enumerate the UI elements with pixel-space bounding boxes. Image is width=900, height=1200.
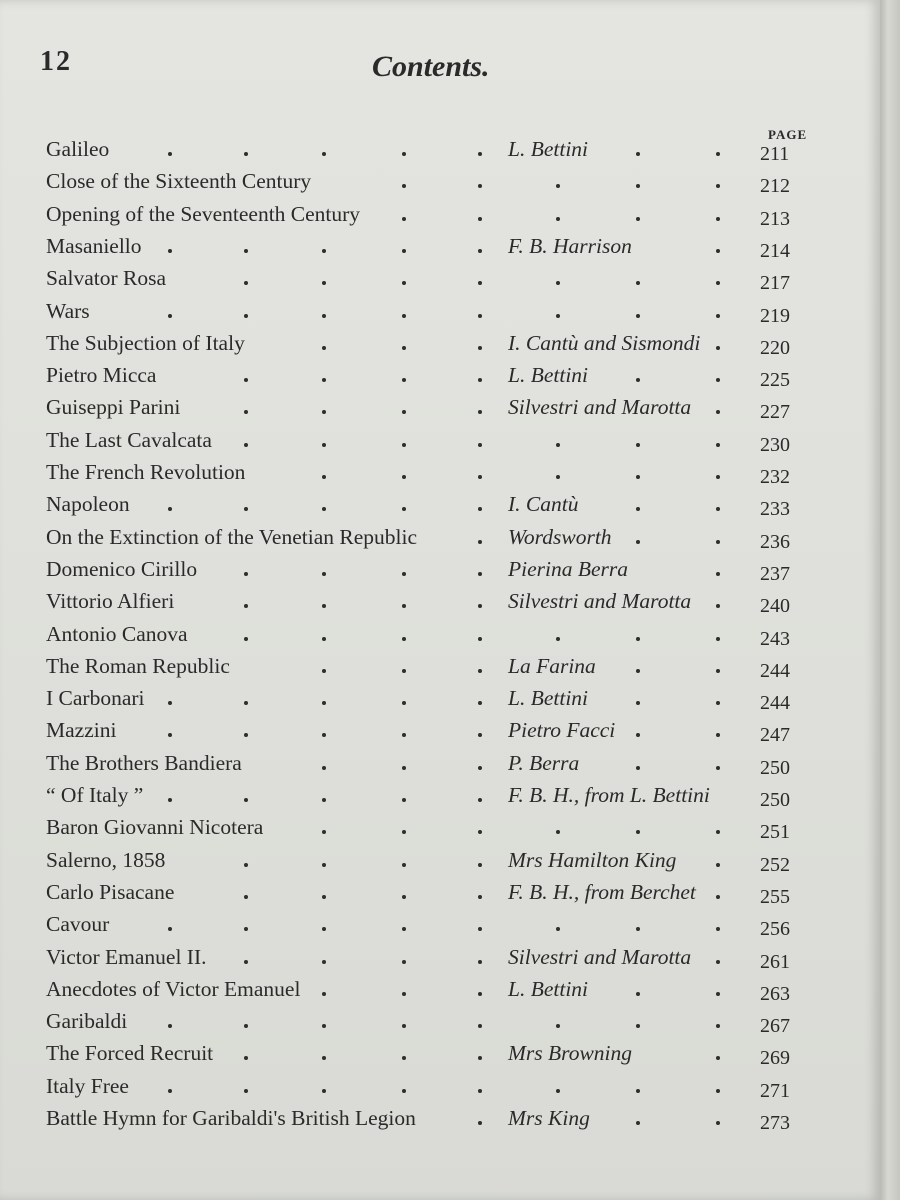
leader-dot [322,992,326,996]
toc-entry [0,363,880,395]
entry-author: F. B. H., from Berchet [508,879,696,904]
leader-dot [402,507,406,511]
leader-dot [636,152,640,156]
leader-dot [322,410,326,414]
leader-dot [322,507,326,511]
entry-author: L. Bettini [508,976,589,1001]
entry-title: Guiseppi Parini [46,395,181,420]
entry-page-number: 214 [760,239,790,262]
page-column-label: PAGE [768,127,808,142]
leader-dot [556,1089,560,1093]
leader-dot [244,378,248,382]
leader-dot [402,766,406,770]
entry-author: La Farina [508,653,596,678]
leader-dot [478,1121,482,1125]
leader-dot [402,346,406,350]
toc-entry [0,202,880,234]
entry-author: Wordsworth [508,524,612,549]
leader-dot [478,766,482,770]
toc-entry [0,169,880,201]
entry-title: Cavour [46,912,110,937]
leader-dot [244,152,248,156]
leader-dot [244,507,248,511]
entry-title: Garibaldi [46,1009,128,1034]
leader-dot [636,733,640,737]
entry-page-number: 230 [760,433,790,456]
toc-entry [0,654,880,686]
leader-dot [716,1089,720,1093]
entry-page-number: 250 [760,756,790,779]
leader-dot [716,733,720,737]
toc-entry [0,945,880,977]
leader-dot [168,1024,172,1028]
leader-dot [168,1089,172,1093]
leader-dot [556,217,560,221]
toc-entry [0,557,880,589]
entry-page-number: 217 [760,272,790,295]
leader-dot [716,572,720,576]
leader-dot [168,733,172,737]
leader-dot [478,830,482,834]
leader-dot [556,830,560,834]
leader-dot [716,766,720,770]
entry-author: Silvestri and Marotta [508,944,692,969]
leader-dot [402,184,406,188]
entry-title: Masaniello [46,233,142,258]
toc-entry [0,977,880,1009]
leader-dot [322,1024,326,1028]
leader-dot [478,992,482,996]
toc-entry [0,622,880,654]
leader-dot [478,669,482,673]
leader-dot [322,895,326,899]
leader-dot [636,830,640,834]
entry-author: Silvestri and Marotta [508,395,692,420]
entry-author: Pietro Facci [508,718,616,743]
leader-dot [556,637,560,641]
leader-dot [322,604,326,608]
leader-dot [322,152,326,156]
entry-title: I Carbonari [46,686,145,711]
leader-dot [716,1121,720,1125]
toc-entry [0,1106,880,1138]
toc-entry [0,589,880,621]
leader-dot [402,1024,406,1028]
leader-dot [322,927,326,931]
leader-dot [402,830,406,834]
leader-dot [168,314,172,318]
toc-entry [0,492,880,524]
entry-page-number: 225 [760,369,790,392]
leader-dot [478,572,482,576]
leader-dot [244,960,248,964]
entry-title: Pietro Micca [46,363,157,388]
entry-title: Domenico Cirillo [46,556,198,581]
page-title: Contents. [372,50,490,83]
leader-dot [402,927,406,931]
entry-title: Salerno, 1858 [46,847,166,872]
leader-dot [322,1056,326,1060]
entry-title: The Forced Recruit [46,1041,214,1066]
leader-dot [716,217,720,221]
entry-title: Antonio Canova [46,621,188,646]
leader-dot [636,927,640,931]
toc-entry [0,783,880,815]
leader-dot [322,701,326,705]
toc-entry [0,686,880,718]
toc-entry [0,234,880,266]
leader-dot [322,314,326,318]
leader-dot [402,960,406,964]
leader-dot [402,863,406,867]
leader-dot [716,378,720,382]
entry-page-number: 243 [760,627,790,650]
leader-dot [322,830,326,834]
entry-title: Wars [46,298,90,323]
toc-entry [0,460,880,492]
page-edge [880,0,900,1200]
leader-dot [478,475,482,479]
leader-dot [478,604,482,608]
entry-page-number: 263 [760,982,790,1005]
leader-dot [716,637,720,641]
entry-author: I. Cantù [508,492,579,517]
leader-dot [716,992,720,996]
leader-dot [168,249,172,253]
leader-dot [478,217,482,221]
leader-dot [402,798,406,802]
leader-dot [478,281,482,285]
entry-author: Mrs Hamilton King [508,847,677,872]
entry-page-number: 269 [760,1047,790,1070]
leader-dot [244,410,248,414]
leader-dot [322,863,326,867]
leader-dot [322,637,326,641]
entry-page-number: 220 [760,336,790,359]
leader-dot [402,378,406,382]
entry-title: Salvator Rosa [46,266,167,291]
toc-entry [0,137,880,169]
toc-entry [0,848,880,880]
leader-dot [322,1089,326,1093]
leader-dot [322,249,326,253]
leader-dot [636,217,640,221]
leader-dot [636,507,640,511]
leader-dot [322,378,326,382]
entry-author: Mrs King [508,1106,590,1130]
entry-author: L. Bettini [508,686,589,711]
leader-dot [636,540,640,544]
leader-dot [322,798,326,802]
leader-dot [716,410,720,414]
leader-dot [402,410,406,414]
entry-author: Mrs Browning [508,1041,633,1066]
entry-page-number: 261 [760,950,790,973]
leader-dot [636,1121,640,1125]
leader-dot [478,314,482,318]
leader-dot [478,410,482,414]
leader-dot [716,507,720,511]
leader-dot [402,572,406,576]
leader-dot [244,733,248,737]
leader-dot [716,152,720,156]
leader-dot [478,378,482,382]
leader-dot [716,1056,720,1060]
toc-entry [0,299,880,331]
leader-dot [322,281,326,285]
leader-dot [556,1024,560,1028]
leader-dot [478,1056,482,1060]
leader-dot [168,927,172,931]
leader-dot [478,184,482,188]
leader-dot [168,507,172,511]
leader-dot [322,960,326,964]
leader-dot [402,669,406,673]
entry-page-number: 211 [760,143,790,165]
entry-title: The Roman Republic [46,653,230,678]
leader-dot [716,927,720,931]
entry-page-number: 251 [760,821,790,844]
leader-dot [636,701,640,705]
leader-dot [402,152,406,156]
leader-dot [322,766,326,770]
entry-title: The Subjection of Italy [46,330,245,355]
leader-dot [556,314,560,318]
leader-dot [402,281,406,285]
leader-dot [402,701,406,705]
entry-author: L. Bettini [508,137,589,161]
leader-dot [402,217,406,221]
leader-dot [244,1024,248,1028]
entry-page-number: 240 [760,595,790,618]
leader-dot [716,895,720,899]
entry-author: L. Bettini [508,363,589,388]
leader-dot [402,637,406,641]
leader-dot [244,443,248,447]
leader-dot [244,798,248,802]
entry-page-number: 237 [760,562,790,585]
leader-dot [402,604,406,608]
leader-dot [168,152,172,156]
entry-title: Italy Free [46,1073,129,1098]
entry-author: F. B. Harrison [508,233,632,258]
leader-dot [402,733,406,737]
leader-dot [716,960,720,964]
entry-title: The French Revolution [46,460,246,484]
toc-entry [0,751,880,783]
entry-page-number: 232 [760,466,790,488]
entry-page-number: 233 [760,498,790,521]
leader-dot [716,443,720,447]
entry-title: Anecdotes of Victor Emanuel [46,976,301,1001]
leader-dot [478,863,482,867]
leader-dot [402,1056,406,1060]
leader-dot [322,475,326,479]
leader-dot [636,443,640,447]
entry-page-number: 252 [760,853,790,876]
entry-title: Close of the Sixteenth Century [46,169,312,194]
entry-title: Baron Giovanni Nicotera [46,815,264,840]
leader-dot [402,1089,406,1093]
leader-dot [478,733,482,737]
leader-dot [636,184,640,188]
leader-dot [716,540,720,544]
entry-page-number: 244 [760,692,790,715]
toc-entry [0,331,880,363]
leader-dot [244,249,248,253]
leader-dot [716,281,720,285]
leader-dot [244,1089,248,1093]
leader-dot [716,475,720,479]
entry-title: Opening of the Seventeenth Century [46,201,361,226]
leader-dot [244,863,248,867]
entry-page-number: 267 [760,1015,790,1038]
toc-entry [0,266,880,298]
entry-title: Napoleon [46,492,130,517]
leader-dot [402,314,406,318]
leader-dot [556,475,560,479]
toc-entry [0,428,880,460]
leader-dot [478,346,482,350]
entry-page-number: 247 [760,724,790,747]
leader-dot [716,701,720,705]
entry-page-number: 273 [760,1112,790,1134]
leader-dot [478,152,482,156]
toc-entry [0,718,880,750]
leader-dot [636,637,640,641]
leader-dot [244,927,248,931]
leader-dot [478,540,482,544]
entry-page-number: 256 [760,918,790,941]
leader-dot [636,378,640,382]
leader-dot [244,1056,248,1060]
entry-page-number: 255 [760,885,790,908]
leader-dot [716,346,720,350]
leader-dot [716,314,720,318]
leader-dot [478,927,482,931]
leader-dot [716,184,720,188]
leader-dot [478,960,482,964]
leader-dot [716,249,720,253]
entry-page-number: 236 [760,530,790,553]
leader-dot [244,314,248,318]
toc-entry [0,815,880,847]
leader-dot [244,895,248,899]
entry-author: F. B. H., from L. Bettini [508,783,710,807]
leader-dot [556,281,560,285]
entry-page-number: 227 [760,401,790,424]
leader-dot [244,281,248,285]
toc-entry [0,395,880,427]
entry-title: Battle Hymn for Garibaldi's British Legion [46,1106,416,1130]
toc-entry [0,1041,880,1073]
leader-dot [478,249,482,253]
entry-title: Victor Emanuel II. [46,944,207,969]
leader-dot [478,637,482,641]
entry-title: On the Extinction of the Venetian Republic [46,524,417,549]
leader-dot [402,443,406,447]
entry-page-number: 219 [760,304,790,327]
entry-page-number: 250 [760,789,790,811]
leader-dot [716,863,720,867]
entry-title: Mazzini [46,718,117,743]
leader-dot [636,669,640,673]
leader-dot [636,281,640,285]
leader-dot [716,669,720,673]
entry-author: Silvestri and Marotta [508,589,692,614]
entry-title: Vittorio Alfieri [46,589,175,614]
leader-dot [478,1089,482,1093]
toc-entry [0,525,880,557]
page-number: 12 [40,46,72,77]
leader-dot [636,314,640,318]
toc-entry [0,1009,880,1041]
entry-author: I. Cantù and Sismondi [508,330,701,355]
entry-author: Pierina Berra [508,556,629,581]
leader-dot [478,895,482,899]
leader-dot [402,249,406,253]
leader-dot [636,766,640,770]
entry-page-number: 244 [760,659,790,682]
entry-title: The Brothers Bandiera [46,750,242,775]
leader-dot [716,1024,720,1028]
entry-page-number: 212 [760,175,790,198]
leader-dot [636,1024,640,1028]
leader-dot [322,346,326,350]
toc-entry [0,880,880,912]
entry-page-number: 213 [760,207,790,230]
leader-dot [402,895,406,899]
leader-dot [322,443,326,447]
leader-dot [478,507,482,511]
leader-dot [556,443,560,447]
leader-dot [478,443,482,447]
entry-title: Carlo Pisacane [46,879,175,904]
leader-dot [478,1024,482,1028]
leader-dot [556,184,560,188]
entry-page-number: 271 [760,1079,790,1102]
leader-dot [636,475,640,479]
leader-dot [168,798,172,802]
leader-dot [244,604,248,608]
leader-dot [478,701,482,705]
entry-author: P. Berra [508,750,580,775]
leader-dot [322,669,326,673]
entry-title: Galileo [46,137,110,161]
leader-dot [402,992,406,996]
leader-dot [244,572,248,576]
leader-dot [716,830,720,834]
leader-dot [556,927,560,931]
toc-entry [0,912,880,944]
leader-dot [636,992,640,996]
leader-dot [402,475,406,479]
leader-dot [244,637,248,641]
leader-dot [636,1089,640,1093]
leader-dot [716,604,720,608]
leader-dot [478,798,482,802]
leader-dot [168,701,172,705]
entry-title: “ Of Italy ” [46,783,144,807]
toc-entry [0,1074,880,1106]
leader-dot [322,733,326,737]
leader-dot [322,572,326,576]
entry-title: The Last Cavalcata [46,427,212,452]
leader-dot [244,701,248,705]
